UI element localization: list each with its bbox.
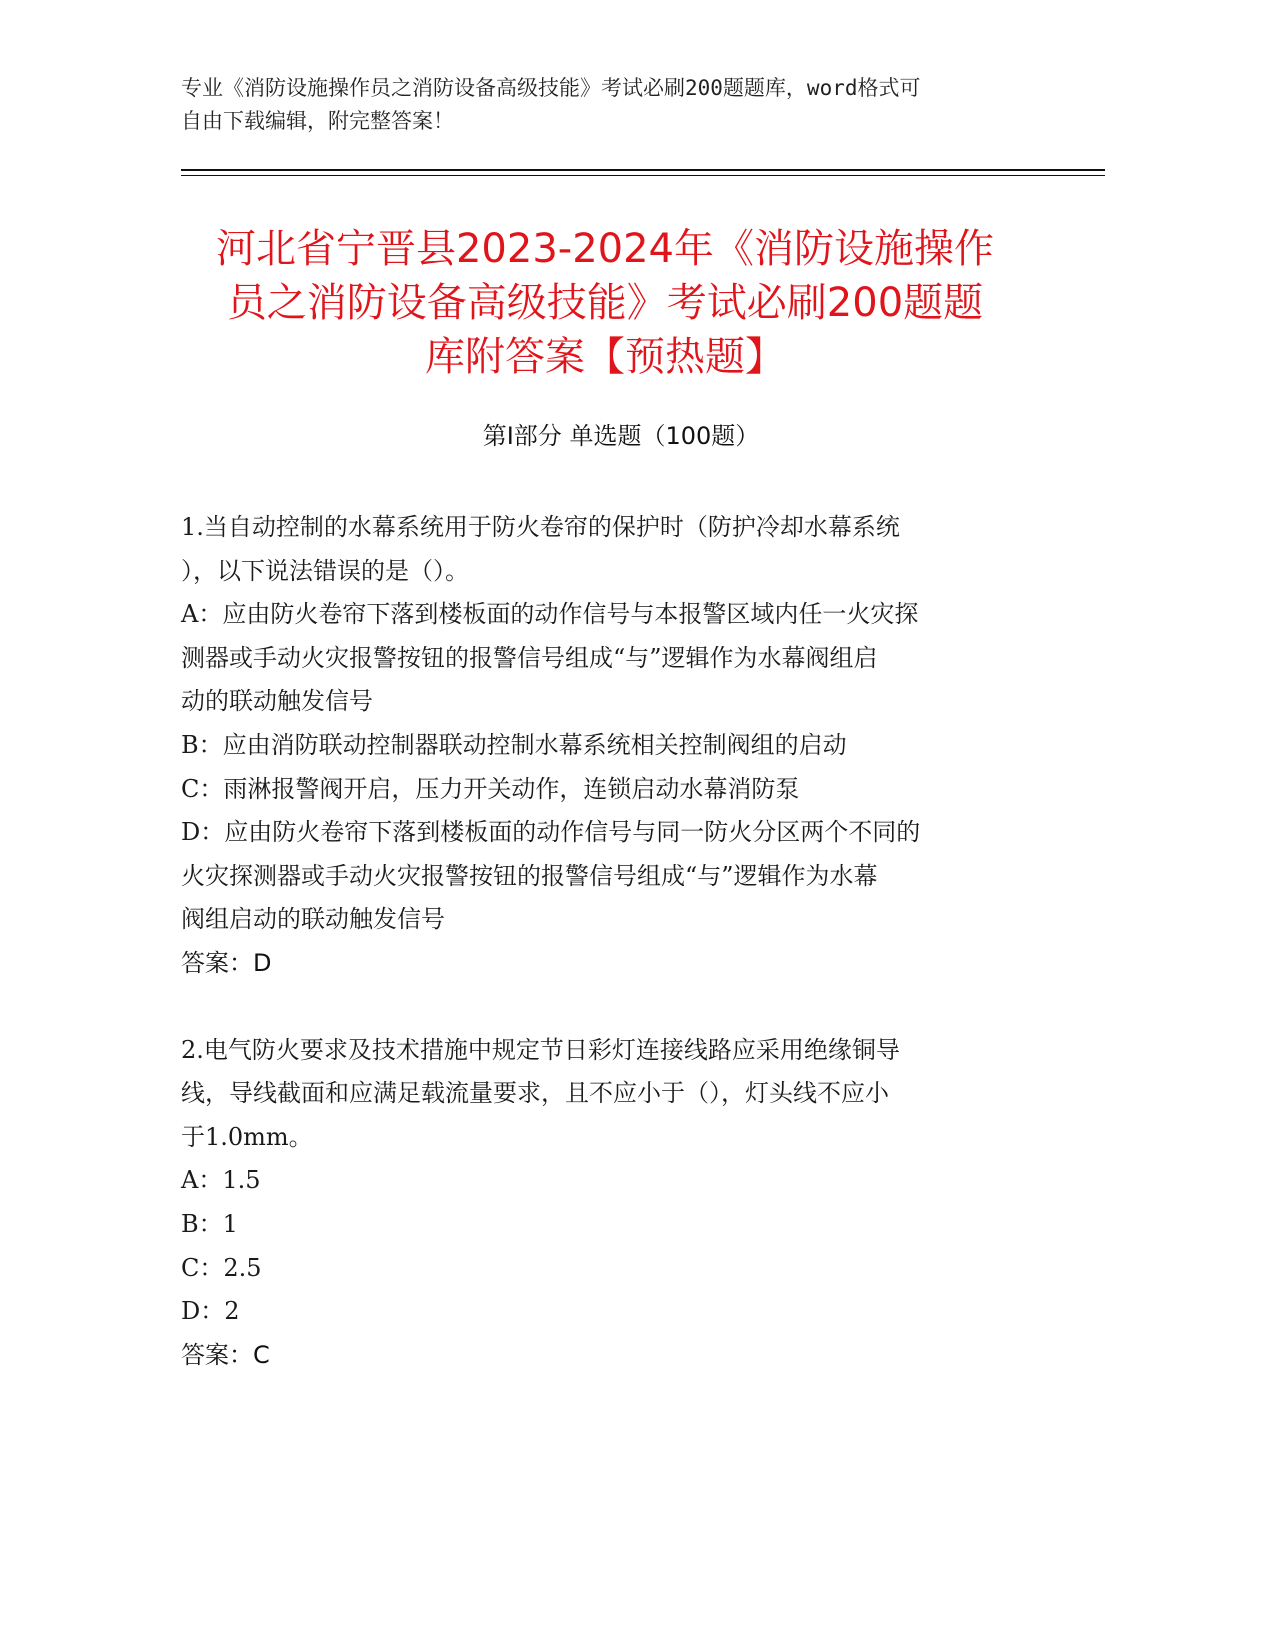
answer-option bbox=[181, 1247, 1041, 1291]
answer-option-line: D：2 bbox=[181, 1297, 240, 1326]
question-stem-line: 2.电气防火要求及技术措施中规定节日彩灯连接线路应采用绝缘铜导 bbox=[181, 1035, 900, 1064]
answer-option bbox=[181, 1290, 1041, 1334]
answer-option-line: 动的联动触发信号 bbox=[181, 687, 373, 716]
answer-option-line: A：应由防火卷帘下落到楼板面的动作信号与本报警区域内任一火灾探 bbox=[181, 600, 919, 629]
answer-option bbox=[181, 724, 1041, 768]
answer-key: 答案：C bbox=[181, 1340, 270, 1369]
question-stem-line: 线，导线截面和应满足载流量要求，且不应小于（），灯头线不应小 bbox=[181, 1079, 889, 1108]
header-note-line-1: 专业《消防设施操作员之消防设备高级技能》考试必刷200题题库，word格式可 bbox=[181, 76, 921, 100]
answer-option bbox=[181, 1203, 1041, 1247]
question-stem-line: 于1.0mm。 bbox=[181, 1122, 313, 1151]
document-title bbox=[150, 222, 1060, 384]
answer-option-line: C：2.5 bbox=[181, 1253, 262, 1282]
answer-option-line: C：雨淋报警阀开启，压力开关动作，连锁启动水幕消防泵 bbox=[181, 774, 800, 803]
answer-option-line: D：应由防火卷帘下落到楼板面的动作信号与同一防火分区两个不同的 bbox=[181, 818, 921, 847]
header-rule-thick bbox=[181, 169, 1105, 171]
question-stem-line: ），以下说法错误的是（）。 bbox=[181, 556, 469, 585]
answer-key: 答案：D bbox=[181, 948, 272, 977]
answer-option-line: 火灾探测器或手动火灾报警按钮的报警信号组成“与”逻辑作为水幕 bbox=[181, 861, 878, 890]
title-line-1: 河北省宁晋县2023-2024年《消防设施操作 bbox=[215, 226, 995, 272]
header-note bbox=[181, 72, 1061, 138]
answer-option-line: B：应由消防联动控制器联动控制水幕系统相关控制阀组的启动 bbox=[181, 730, 847, 759]
section-heading: 第Ⅰ部分 单选题（100题） bbox=[482, 422, 760, 450]
answer-option bbox=[181, 768, 1041, 812]
answer-option bbox=[181, 811, 1041, 942]
header-note-line-2: 自由下载编辑，附完整答案！ bbox=[181, 109, 454, 133]
answer-option-line: B：1 bbox=[181, 1209, 238, 1238]
answer-option bbox=[181, 1159, 1041, 1203]
question-item bbox=[181, 1029, 1041, 1378]
question-item bbox=[181, 506, 1041, 986]
title-line-3: 库附答案【预热题】 bbox=[425, 334, 785, 380]
answer-option-line: A：1.5 bbox=[181, 1166, 261, 1195]
answer-option-line: 测器或手动火灾报警按钮的报警信号组成“与”逻辑作为水幕阀组启 bbox=[181, 643, 878, 672]
question-list bbox=[181, 506, 1041, 1420]
answer-option-line: 阀组启动的联动触发信号 bbox=[181, 905, 445, 934]
title-line-2: 员之消防设备高级技能》考试必刷200题题 bbox=[226, 280, 984, 326]
header-rule-thin bbox=[181, 175, 1105, 176]
question-stem-line: 1.当自动控制的水幕系统用于防火卷帘的保护时（防护冷却水幕系统 bbox=[181, 513, 900, 541]
answer-option bbox=[181, 593, 1041, 724]
